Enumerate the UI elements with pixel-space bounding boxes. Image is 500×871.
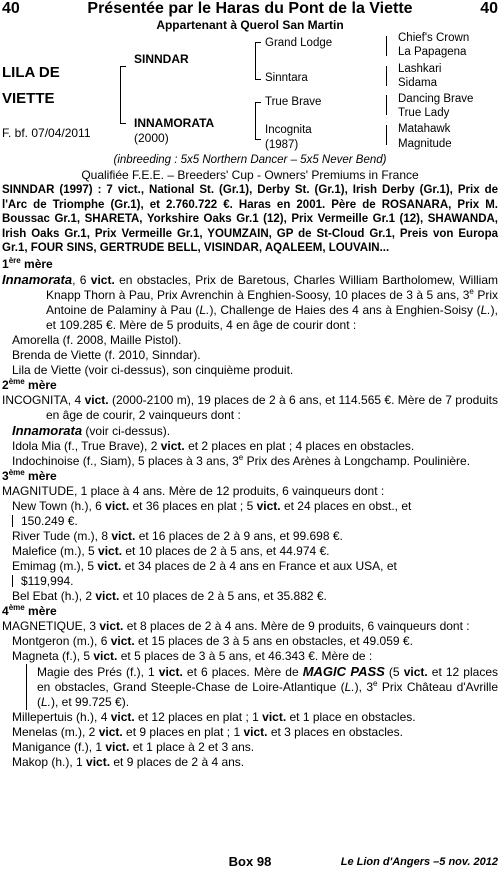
text: en obstacles, Prix de Baretous, Charles William Bartholomew, William Knapp Thorn à Pau, Prix Avrenchin à Enghien-Soosy, 10 places de 3 à 5 ans, 3 <box>46 272 498 302</box>
divider <box>12 575 19 587</box>
vict-label: vict. <box>403 664 428 679</box>
pedigree-dam: INNAMORATA <box>134 116 215 130</box>
sale-location-date: Le Lion d'Angers –5 nov. 2012 <box>340 856 498 868</box>
section-heading-1 <box>2 257 498 272</box>
pedigree-g6: True Lady <box>398 107 450 119</box>
vict-label: vict. <box>90 272 115 287</box>
produce-item <box>2 454 498 469</box>
produce-item <box>2 529 498 544</box>
text: et 15 places de 3 à 5 ans en obstacles, et 49.059 €. <box>134 633 413 648</box>
produce-item <box>2 439 498 454</box>
sup: e <box>373 678 378 688</box>
text: , 4 <box>67 392 85 407</box>
text: et 3 places en obstacles. <box>267 724 403 739</box>
produce-item <box>2 649 498 664</box>
sup: e <box>238 452 244 462</box>
text: et 1 place en obstacles. <box>286 709 416 724</box>
vict-label: vict. <box>84 392 109 407</box>
vict-label: vict. <box>111 528 136 543</box>
pedigree-g8: Magnitude <box>398 138 452 150</box>
pedigree-g5: Dancing Brave <box>398 93 474 105</box>
pedigree-dam-year: (2000) <box>134 131 169 145</box>
text: et 36 places en plat ; 5 <box>129 498 257 513</box>
produce-item <box>2 589 498 604</box>
text: Malefice (m.), 5 <box>12 543 99 558</box>
heading-word: mère <box>24 603 57 618</box>
sire-record: SINNDAR (1997) : 7 vict., National St. (Gr.1), Derby St. (Gr.1), Irish Derby (Gr.1), Prix de l'Arc de Triomphe (Gr.1), et 2.760.722 €. Haras en 2001. Père de ROSANARA, Prix M. Boussac Gr.1, SHARETA, Yorkshire Oaks Gr.1 (12), Prix Vermeille Gr.1 (12), SHAWANDA, Irish Oaks Gr.1, Prix Vermeille Gr.1, YOUMZAIN, GP de St-Cloud Gr.1, Preis von Europa Gr.1, FOUR SINS, GERTRUDE BELL, VISINDAR, AQALEEM, LOUVAIN... <box>2 184 498 254</box>
horse-name-line1: LILA DE <box>2 64 60 81</box>
listed-mark: L. <box>41 694 52 709</box>
text: River Tude (m.), 8 <box>12 528 112 543</box>
produce-item <box>2 755 498 770</box>
text: Magneta (f.), 5 <box>12 648 94 663</box>
produce-name: Innamorata <box>12 422 83 438</box>
produce-item <box>2 725 498 740</box>
inbreeding-note: (inbreeding : 5x5 Northern Dancer – 5x5 Never Bend) <box>113 154 387 166</box>
text: ), et 99.725 €). <box>51 694 130 709</box>
text: et 12 places en plat ; 1 <box>134 709 263 724</box>
pedigree-dam-dam: Incognita <box>265 124 312 136</box>
vict-label: vict. <box>99 618 124 633</box>
lot-number-right: 40 <box>480 0 498 17</box>
text: Magie des Prés (f.), 1 <box>37 664 159 679</box>
qualification: Qualifiée F.E.E. – Breeders' Cup - Owners' Premiums in France <box>81 168 419 182</box>
listed-mark: L. <box>344 679 355 694</box>
produce-item <box>2 559 498 574</box>
text: Emimag (m.), 5 <box>12 558 98 573</box>
granddam-name: INCOGNITA <box>2 392 68 407</box>
heading-num: 4 <box>2 603 9 618</box>
vict-label: vict. <box>95 588 120 603</box>
vict-label: vict. <box>105 739 130 754</box>
heading-sup: ème <box>8 467 25 477</box>
text: et 9 places de 2 à 4 ans. <box>110 754 245 769</box>
pedigree-tick <box>120 123 126 124</box>
great-granddam-record: MAGNITUDE, 1 place à 4 ans. Mère de 12 produits, 6 vainqueurs dont : <box>2 483 385 498</box>
pedigree-dam-sire: True Brave <box>265 96 322 108</box>
pedigree-sire-sire: Grand Lodge <box>265 37 333 49</box>
vict-label: vict. <box>160 438 185 453</box>
text: Idola Mia (f., True Brave), 2 <box>12 438 161 453</box>
vict-label: vict. <box>243 724 268 739</box>
text: et 8 places de 2 à 4 ans. Mère de 9 produits, 6 vainqueurs dont : <box>123 618 470 633</box>
text: Bel Ebat (h.), 2 <box>12 588 96 603</box>
dam-record <box>2 272 498 333</box>
text: et 16 places de 2 à 9 ans, et 99.698 €. <box>135 528 343 543</box>
pedigree-g7: Matahawk <box>398 123 451 135</box>
pedigree-bracket-3 <box>255 102 256 140</box>
pedigree-g1: Chief's Crown <box>398 32 470 44</box>
pedigree-tick <box>255 102 261 103</box>
text: et 2 places en plat ; 4 places en obstacles. <box>184 438 415 453</box>
vict-label: vict. <box>256 498 281 513</box>
text: Prix Antoine de Palaminy à Pau ( <box>46 287 498 317</box>
pedigree-dam-dam-year: (1987) <box>265 139 299 151</box>
vict-label: vict. <box>98 543 123 558</box>
pedigree-sire-dam: Sinntara <box>265 72 308 84</box>
heading-sup: ère <box>8 255 21 265</box>
page-title: Présentée par le Haras du Pont de la Viette <box>87 0 413 17</box>
horse-name-line2: VIETTE <box>2 90 55 107</box>
produce-item-cont <box>2 574 498 589</box>
vict-label: vict. <box>97 558 122 573</box>
section-heading-4 <box>2 604 498 619</box>
text: Makop (h.), 1 <box>12 754 87 769</box>
vict-label: vict. <box>93 648 118 663</box>
heading-word: mère <box>20 256 53 271</box>
owner-subtitle: Appartenant à Querol San Martin <box>156 18 344 32</box>
heading-num: 3 <box>2 468 9 483</box>
text: (voir ci-dessus). <box>82 423 171 438</box>
text: et 34 places de 2 à 4 ans en France et aux USA, et <box>121 558 397 573</box>
text: et 24 places en obst., et <box>280 498 412 513</box>
heading-sup: ème <box>8 376 25 386</box>
produce-item <box>2 499 498 514</box>
box-number: Box 98 <box>228 854 272 869</box>
vict-label: vict. <box>110 633 135 648</box>
granddam-record <box>2 393 498 423</box>
dam-name: Innamorata <box>2 271 73 287</box>
pedigree-sire: SINNDAR <box>134 52 189 66</box>
text: et 1 place à 2 et 3 ans. <box>129 739 255 754</box>
pedigree-tick <box>255 42 261 43</box>
text: Menelas (m.), 2 <box>12 724 99 739</box>
text: $119,994. <box>21 573 74 588</box>
produce-item <box>2 544 498 559</box>
text: MAGNETIQUE, 3 <box>2 618 100 633</box>
listed-mark: L. <box>199 302 210 317</box>
heading-word: mère <box>24 468 57 483</box>
pedigree-bracket-6 <box>386 95 387 115</box>
produce-item: Amorella (f. 2008, Maille Pistol). <box>12 332 182 347</box>
pedigree-g4: Sidama <box>398 77 437 89</box>
text: et 5 places de 3 à 5 ans, et 46.343 €. Mère de : <box>117 648 373 663</box>
lot-number-left: 40 <box>2 0 20 17</box>
pedigree-bracket-2 <box>255 42 256 80</box>
text: (2000-2100 m), 19 places de 2 à 6 ans, et 114.565 €. Mère de 7 produits en âge de courir, 2 vainqueurs dont : <box>46 392 498 422</box>
text: et 10 places de 2 à 5 ans, et 35.882 €. <box>119 588 327 603</box>
produce-item <box>2 634 498 649</box>
text: et 10 places de 2 à 5 ans, et 44.974 €. <box>122 543 330 558</box>
text: New Town (h.), 6 <box>12 498 106 513</box>
great-great-granddam-record <box>2 619 498 634</box>
sup: e <box>469 286 474 296</box>
text: Prix Château d'Avrille ( <box>37 679 498 709</box>
produce-item: Brenda de Viette (f. 2010, Sinndar). <box>12 347 201 362</box>
vict-label: vict. <box>110 709 135 724</box>
pedigree-tick <box>120 66 126 67</box>
vict-label: vict. <box>262 709 287 724</box>
vict-label: vict. <box>158 664 183 679</box>
text: Manigance (f.), 1 <box>12 739 106 754</box>
text: Millepertuis (h.), 4 <box>12 709 111 724</box>
section-heading-3 <box>2 469 498 484</box>
heading-num: 1 <box>2 256 9 271</box>
pedigree-bracket-4 <box>386 36 387 56</box>
produce-item-cont <box>2 514 498 529</box>
vict-label: vict. <box>98 724 123 739</box>
produce-item <box>2 740 498 755</box>
pedigree-bracket-1 <box>120 66 121 124</box>
text: et 12 places en obstacles, Grand Steeple-Chase de Loire-Atlantique ( <box>37 664 498 694</box>
vict-label: vict. <box>105 498 130 513</box>
text: ), 3 <box>354 679 374 694</box>
produce-item <box>2 710 498 725</box>
text: et 6 places. Mère de <box>182 664 303 679</box>
text: (5 <box>384 664 404 679</box>
produce-name: MAGIC PASS <box>302 663 385 679</box>
catalogue-body <box>2 183 498 770</box>
listed-mark: L. <box>480 302 491 317</box>
text: Prix des Arènes à Longchamp. Poulinière. <box>243 453 471 468</box>
produce-item: Lila de Viette (voir ci-dessus), son cinquième produit. <box>12 362 294 377</box>
pedigree-g3: Lashkari <box>398 63 442 75</box>
divider <box>12 515 19 527</box>
text: ), et 109.285 €. Mère de 5 produits, 4 en âge de courir dont : <box>46 302 498 332</box>
pedigree-bracket-5 <box>386 66 387 86</box>
text: Indochinoise (f., Siam), 5 places à 3 ans, 3 <box>12 453 239 468</box>
text: ), Challenge de Haies des 4 ans à Enghien-Soisy ( <box>209 302 481 317</box>
produce-subitem <box>26 664 498 710</box>
pedigree-bracket-7 <box>386 125 387 145</box>
vict-label: vict. <box>86 754 111 769</box>
heading-word: mère <box>24 377 57 392</box>
horse-details: F. bf. 07/04/2011 <box>2 126 91 140</box>
section-heading-2 <box>2 378 498 393</box>
produce-item <box>2 423 498 439</box>
pedigree-tick <box>255 79 261 80</box>
text: Montgeron (m.), 6 <box>12 633 111 648</box>
pedigree-g2: La Papagena <box>398 46 467 58</box>
text: et 9 places en plat ; 1 <box>122 724 244 739</box>
heading-num: 2 <box>2 377 9 392</box>
text: , 6 <box>72 272 91 287</box>
text: 150.249 €. <box>21 513 78 528</box>
heading-sup: ème <box>8 602 25 612</box>
pedigree-tick <box>255 139 261 140</box>
